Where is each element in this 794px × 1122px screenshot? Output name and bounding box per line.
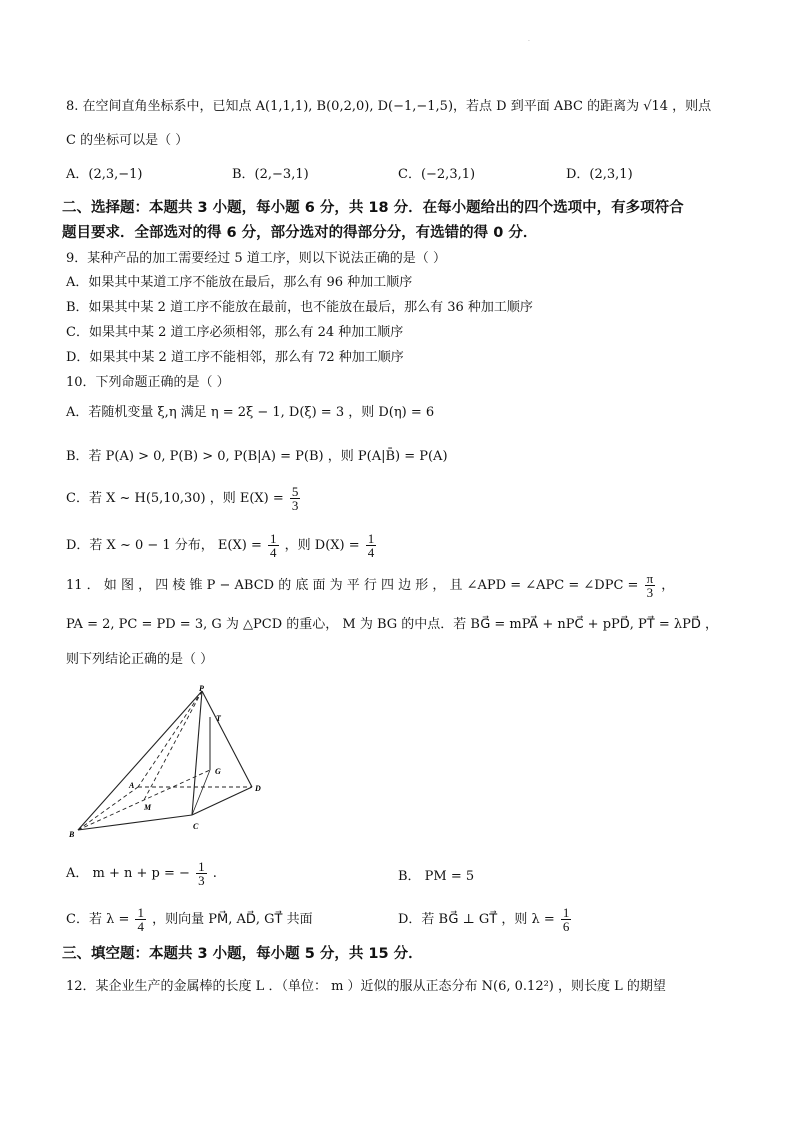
fraction-numerator: 1 [137, 905, 144, 920]
q11-option-b: B． PM = 5 [398, 869, 475, 884]
fraction-denominator: 3 [198, 873, 205, 888]
fraction-numerator: 1 [198, 859, 205, 874]
fraction-numerator: 5 [291, 484, 299, 499]
fraction-numerator: 1 [270, 531, 277, 546]
section2-heading-line2: 题目要求．全部选对的得 6 分，部分选对的得部分分，有选错的得 0 分． [62, 225, 538, 241]
label-c: C [193, 822, 199, 831]
q9-stem: 9．某种产品的加工需要经过 5 道工序，则以下说法正确的是（ ） [66, 251, 446, 266]
label-g: G [215, 767, 221, 776]
q8-line1: 8. 在空间直角坐标系中，已知点 A(1,1,1), B(0,2,0), D(−1,−1,5)，若点 D 到平面 ABC 的距离为 √14 ，则点 [66, 99, 712, 114]
q9-option-d: D．如果其中某 2 道工序不能相邻，那么有 72 种加工顺序 [66, 350, 404, 365]
q11-angle-fraction [645, 572, 656, 599]
q10-option-d [66, 532, 378, 559]
fraction-denominator: 6 [562, 919, 570, 934]
q11-option-a [66, 860, 217, 887]
q11-option-a-text: A． m + n + p = − [66, 866, 190, 881]
q10-option-d-text: D．若 X ~ 0 − 1 分布， E(X) = [66, 538, 262, 553]
edge-pb [78, 691, 202, 830]
q10-option-d-fraction-1 [268, 532, 279, 559]
fraction-denominator: 3 [646, 585, 654, 600]
q10-option-c-fraction [290, 485, 301, 512]
label-b: B [69, 830, 75, 839]
q9-option-c: C．如果其中某 2 道工序必须相邻，那么有 24 种加工顺序 [66, 325, 404, 340]
q9-option-b: B．如果其中某 2 道工序不能放在最前，也不能放在最后，那么有 36 种加工顺序 [66, 300, 533, 315]
q11-option-c-text: C．若 λ = [66, 912, 130, 927]
section3-heading: 三、填空题：本题共 3 小题，每小题 5 分，共 15 分． [62, 946, 423, 962]
q11-option-a-fraction [196, 860, 207, 887]
scan-dot: · [528, 38, 530, 45]
q11-line3: 则下列结论正确的是（ ） [66, 652, 214, 667]
q10-option-c [66, 485, 302, 512]
q8-option-c: C．(−2,3,1) [398, 167, 476, 182]
q11-option-c-post: ，则向量 PM⃗, AD⃗, GT⃗ 共面 [152, 912, 313, 927]
q10-option-d-fraction-2 [366, 532, 377, 559]
q11-line1-text: 11 ． 如 图 ， 四 棱 锥 P − ABCD 的 底 面 为 平 行 四 边 形 ， 且 ∠APD = ∠APC = ∠DPC = [66, 578, 639, 593]
q10-option-a: A．若随机变量 ξ,η 满足 η = 2ξ − 1, D(ξ) = 3 ，则 D(η) = 6 [66, 405, 435, 420]
q11-option-c [66, 906, 313, 933]
q10-option-d-mid: ，则 D(X) = [284, 538, 360, 553]
fraction-numerator: π [646, 571, 654, 586]
edge-pa [138, 691, 202, 787]
q10-option-b: B．若 P(A) > 0, P(B) > 0, P(B|A) = P(B) ，则 P(A|B̄) = P(A) [66, 449, 448, 464]
q8-option-a: A．(2,3,−1) [66, 167, 143, 182]
fraction-denominator: 4 [270, 545, 277, 560]
q11-line1 [66, 572, 674, 599]
pyramid-figure [66, 685, 276, 845]
q11-option-c-fraction [135, 906, 146, 933]
fraction-denominator: 4 [367, 545, 375, 560]
q12-line1: 12．某企业生产的金属棒的长度 L ．（单位： m ）近似的服从正态分布 N(6, 0.12²) ，则长度 L 的期望 [66, 979, 666, 994]
edge-pc [192, 691, 202, 815]
label-p: P [199, 685, 204, 693]
label-a: A [129, 781, 135, 790]
fraction-denominator: 4 [137, 919, 144, 934]
q8-option-d: D．(2,3,1) [566, 167, 633, 182]
q10-stem: 10．下列命题正确的是（ ） [66, 375, 230, 390]
q11-line2: PA = 2, PC = PD = 3, G 为 △PCD 的重心， M 为 BG 的中点．若 BG⃗ = mPA⃗ + nPC⃗ + pPD⃗, PT⃗ = λPD⃗ ， [66, 617, 719, 632]
section2-heading-line1: 二、选择题：本题共 3 小题，每小题 6 分，共 18 分．在每小题给出的四个选项中，有多项符合 [62, 200, 684, 216]
q11-option-d [398, 906, 573, 933]
fraction-numerator: 1 [367, 531, 375, 546]
label-m: M [144, 803, 152, 812]
q10-option-c-text: C．若 X ~ H(5,10,30) ，则 E(X) = [66, 491, 284, 506]
fraction-denominator: 3 [291, 498, 299, 513]
label-t: T [216, 714, 221, 723]
q8-option-b: B．(2,−3,1) [232, 167, 309, 182]
q11-line1-post: ， [661, 578, 675, 593]
q8-line2: C 的坐标可以是（ ） [66, 133, 189, 148]
fraction-numerator: 1 [562, 905, 570, 920]
q11-option-a-post: . [212, 866, 217, 881]
q11-option-d-fraction [561, 906, 572, 933]
edge-cd [192, 787, 252, 815]
q11-option-d-text: D．若 BG⃗ ⊥ GT⃗ ，则 λ = [398, 912, 555, 927]
q9-option-a: A．如果其中某道工序不能放在最后，那么有 96 种加工顺序 [66, 275, 413, 290]
label-d: D [255, 784, 261, 793]
